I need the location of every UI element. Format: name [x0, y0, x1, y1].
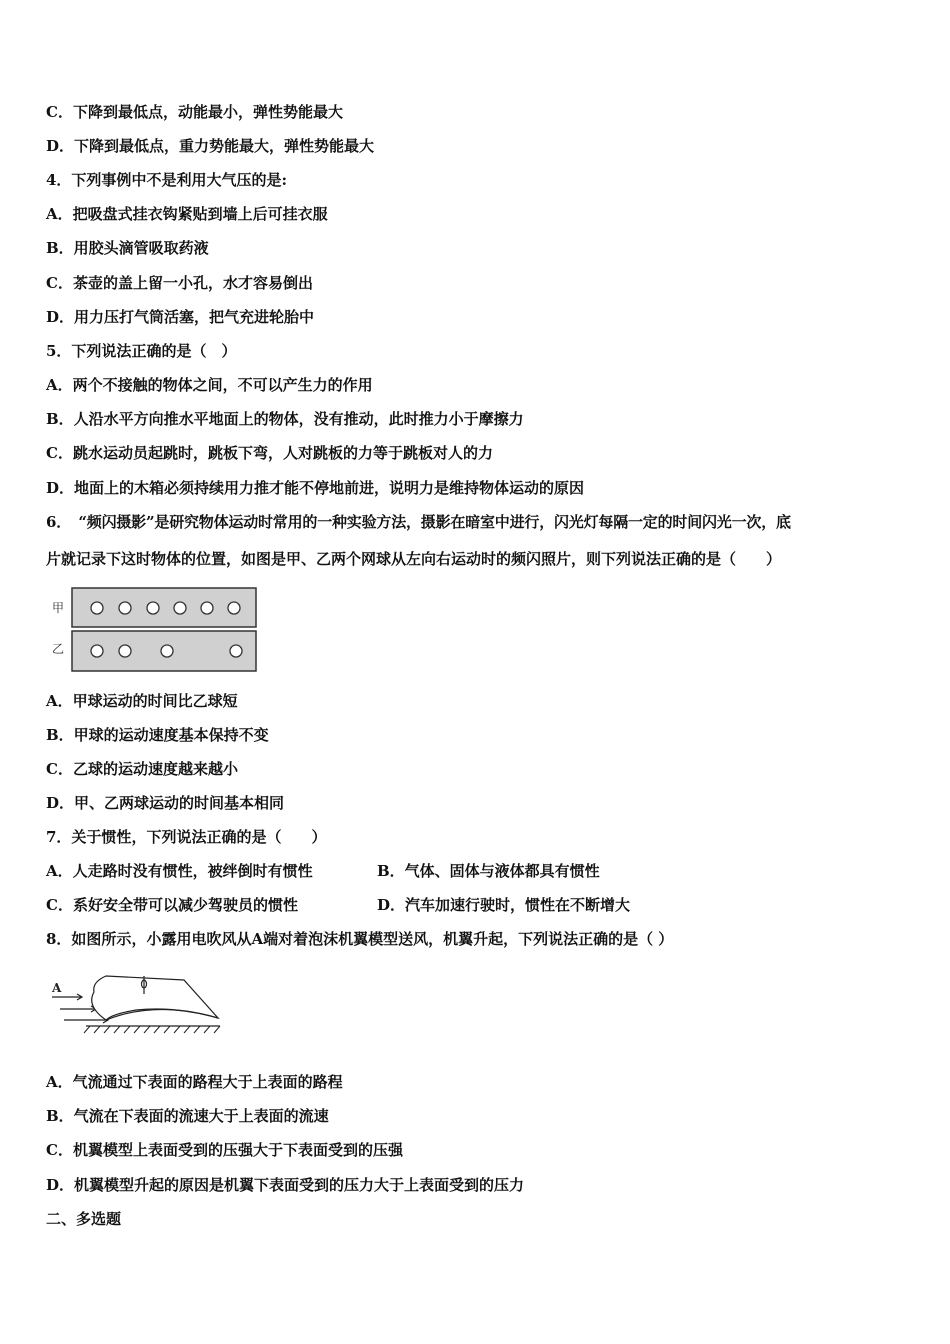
q5-option-c: C．跳水运动员起跳时，跳板下弯，人对跳板的力等于跳板对人的力: [46, 444, 493, 462]
q5-option-b: B．人沿水平方向推水平地面上的物体，没有推动，此时推力小于摩擦力: [46, 410, 524, 428]
q3-option-d: D．下降到最低点，重力势能最大，弹性势能最大: [46, 137, 375, 155]
ball-jia-5: [201, 602, 213, 614]
q3-option-c: C．下降到最低点，动能最小，弹性势能最大: [46, 103, 343, 121]
q4-option-a: A．把吸盘式挂衣钩紧贴到墙上后可挂衣服: [46, 205, 328, 223]
ball-jia-6: [228, 602, 240, 614]
label-jia: 甲: [52, 601, 65, 615]
q4-stem: 4．下列事例中不是利用大气压的是:: [46, 171, 287, 189]
label-yi: 乙: [52, 642, 65, 656]
q8-option-b: B．气流在下表面的流速大于上表面的流速: [46, 1107, 329, 1125]
q4-option-b: B．用胶头滴管吸取药液: [46, 239, 209, 257]
ball-yi-1: [91, 645, 103, 657]
q4-option-c: C．茶壶的盖上留一小孔，水才容易倒出: [46, 274, 313, 292]
q6-stem-line2: 片就记录下这时物体的位置，如图是甲、乙两个网球从左向右运动时的频闪照片，则下列说法正确的是（ ）: [46, 550, 782, 568]
q5-stem: 5．下列说法正确的是（ ）: [46, 342, 237, 360]
q6-option-a: A．甲球运动的时间比乙球短: [46, 692, 238, 710]
q6-option-b: B．甲球的运动速度基本保持不变: [46, 726, 269, 744]
ball-yi-4: [230, 645, 242, 657]
q6-stem-line1: 6． “频闪摄影”是研究物体运动时常用的一种实验方法，摄影在暗室中进行，闪光灯每隔一定的时间闪光一次，底: [46, 513, 791, 531]
ball-yi-3: [161, 645, 173, 657]
q8-option-a: A．气流通过下表面的路程大于上表面的路程: [46, 1073, 343, 1091]
q7-option-c: C．系好安全带可以减少驾驶员的惯性: [46, 896, 298, 914]
ball-jia-2: [119, 602, 131, 614]
q6-option-c: C．乙球的运动速度越来越小: [46, 760, 238, 778]
q8-stem: 8．如图所示，小露用电吹风从A端对着泡沫机翼模型送风，机翼升起，下列说法正确的是（ ）: [46, 930, 674, 948]
q4-option-d: D．用力压打气筒活塞，把气充进轮胎中: [46, 308, 315, 326]
q7-option-d: D．汽车加速行驶时，惯性在不断增大: [377, 896, 631, 914]
q8-wing-figure: [46, 966, 246, 1038]
q7-option-b: B．气体、固体与液体都具有惯性: [377, 862, 600, 880]
q5-option-d: D．地面上的木箱必须持续用力推才能不停地前进，说明力是维持物体运动的原因: [46, 479, 585, 497]
section-2-title: 二、多选题: [46, 1210, 122, 1228]
q8-option-c: C．机翼模型上表面受到的压强大于下表面受到的压强: [46, 1141, 403, 1159]
ball-jia-4: [174, 602, 186, 614]
ball-jia-3: [147, 602, 159, 614]
q6-option-d: D．甲、乙两球运动的时间基本相同: [46, 794, 285, 812]
q7-option-a: A．人走路时没有惯性，被绊倒时有惯性: [46, 862, 313, 880]
q7-stem: 7．关于惯性，下列说法正确的是（ ）: [46, 828, 327, 846]
label-a: A: [52, 981, 62, 995]
ball-jia-1: [91, 602, 103, 614]
q5-option-a: A．两个不接触的物体之间，不可以产生力的作用: [46, 376, 373, 394]
q6-strobe-figure: [46, 585, 262, 675]
ball-yi-2: [119, 645, 131, 657]
q8-option-d: D．机翼模型升起的原因是机翼下表面受到的压力大于上表面受到的压力: [46, 1176, 525, 1194]
